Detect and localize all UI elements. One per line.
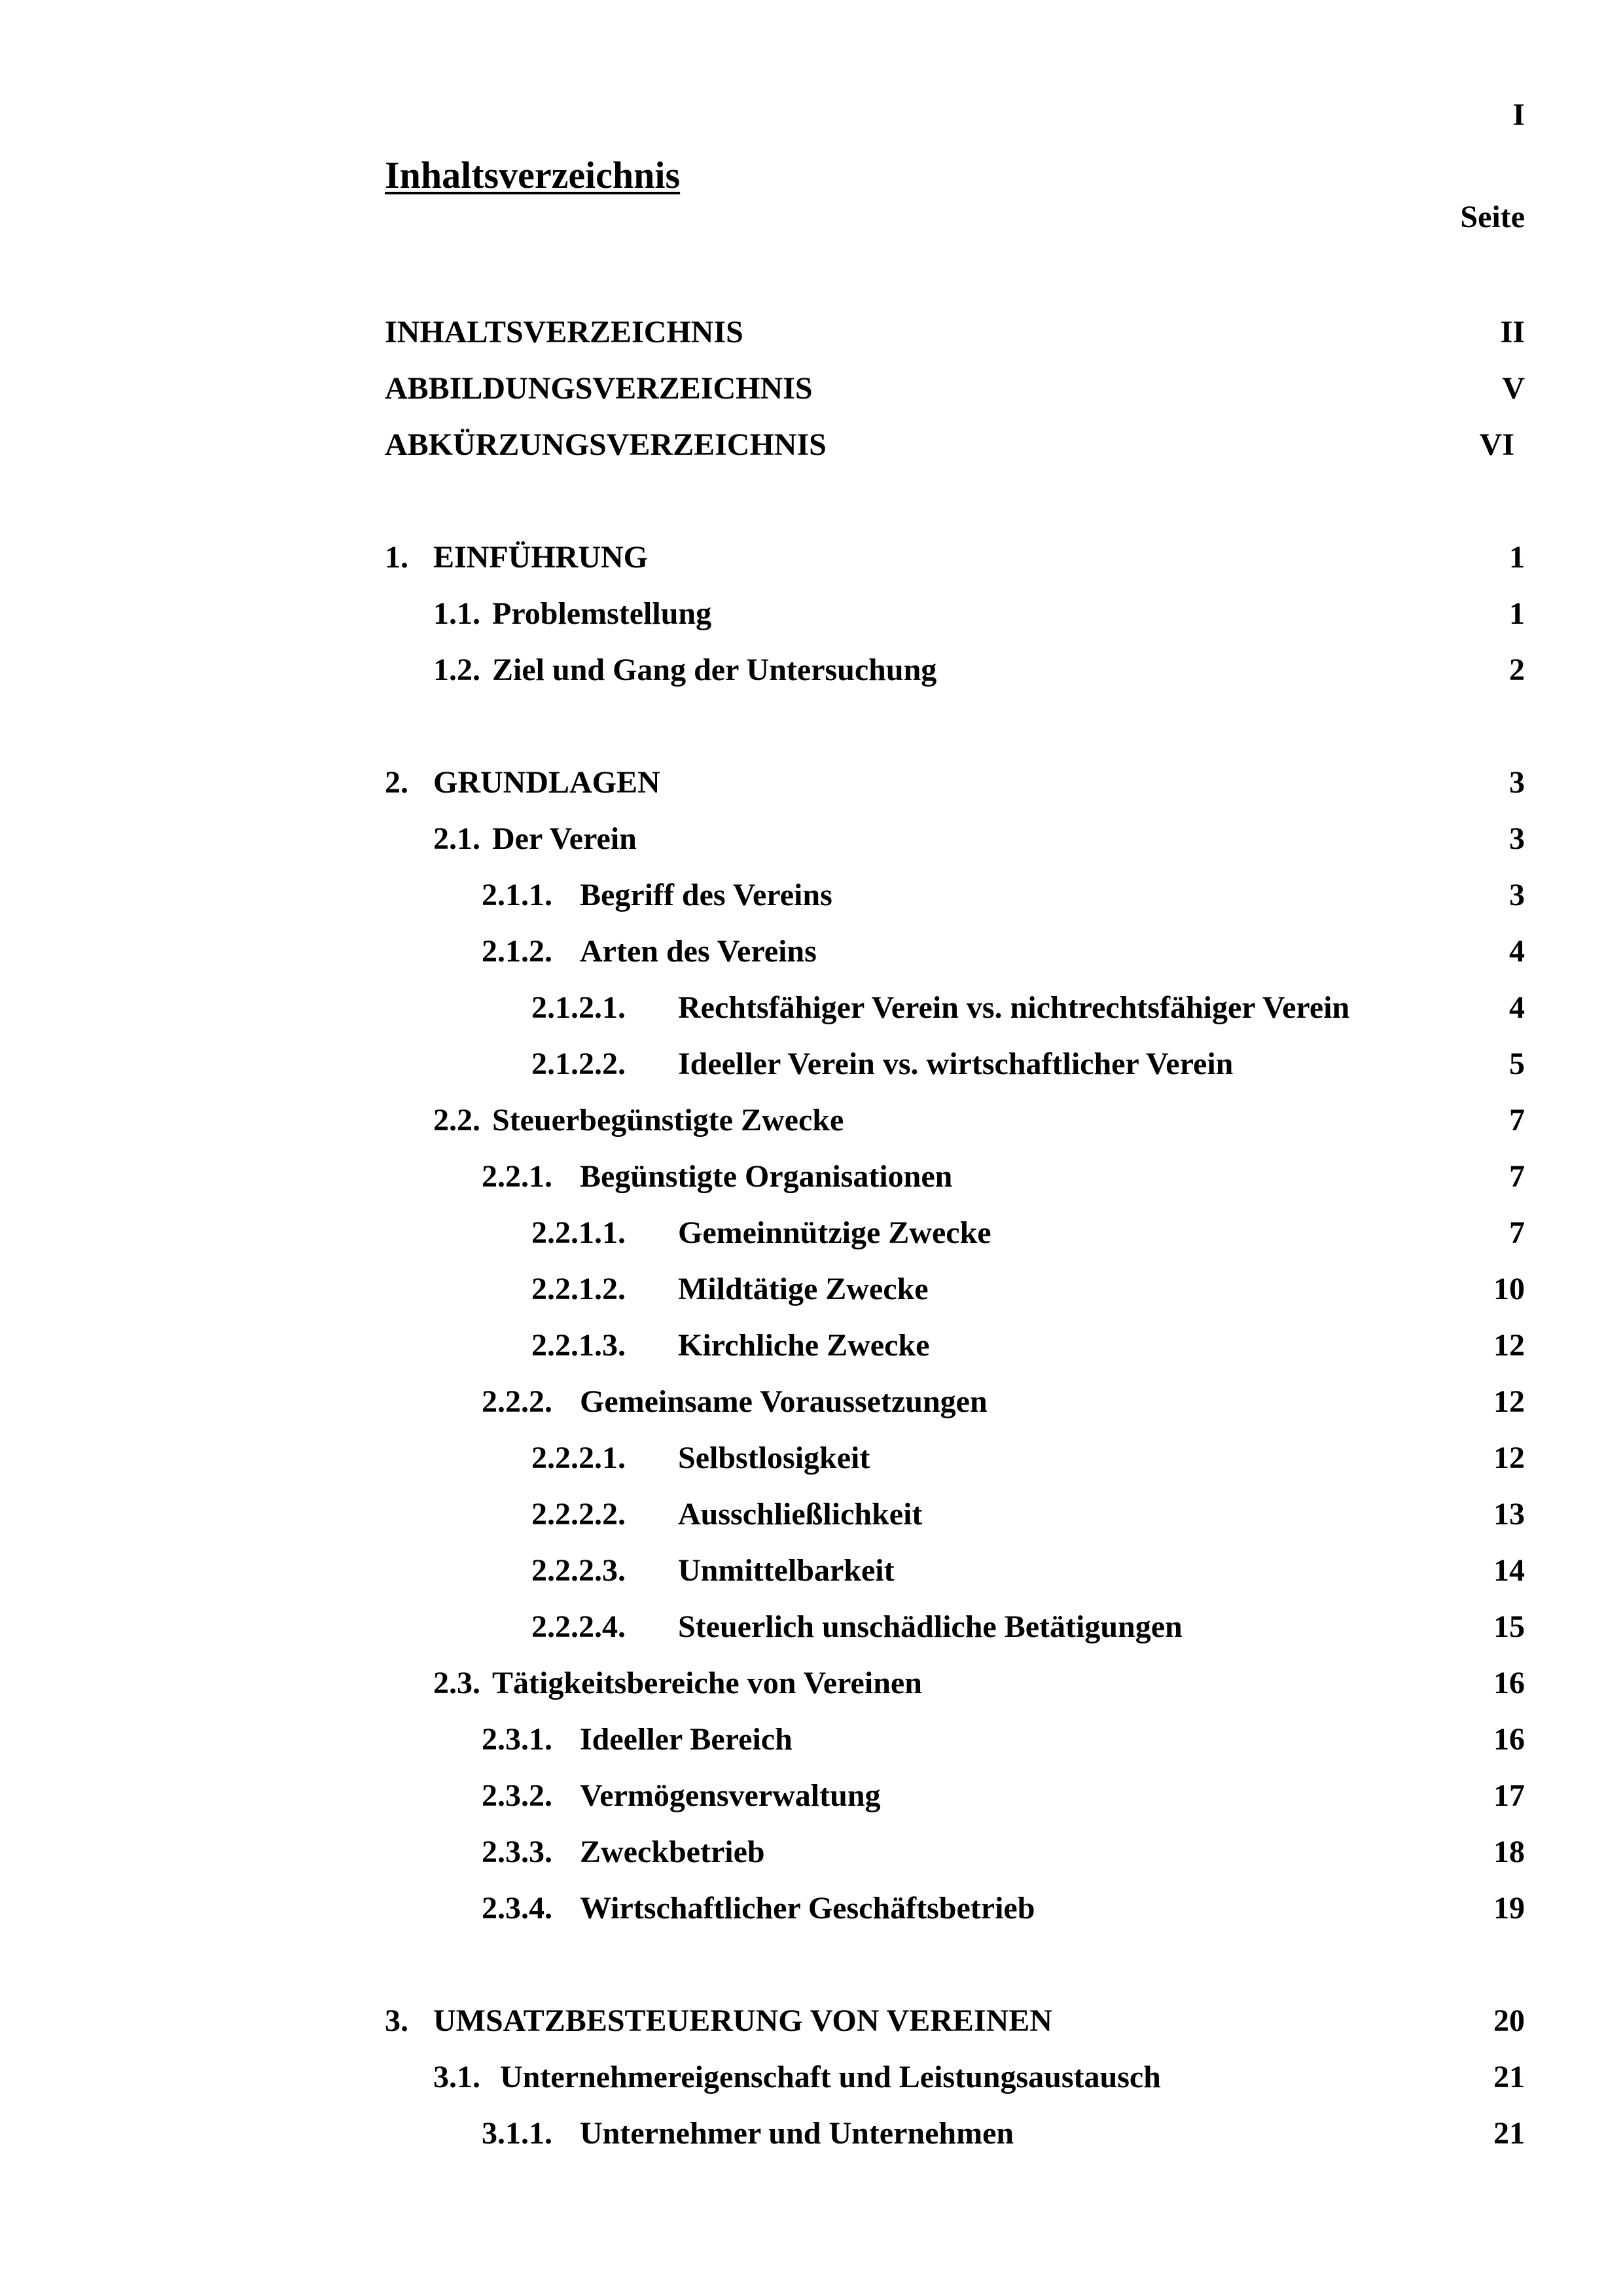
toc-entry-number: 2.3.4. <box>482 1891 552 1926</box>
toc-entry-number: 2.2.1.1. <box>531 1215 626 1250</box>
toc-entry[interactable] <box>0 537 1623 579</box>
toc-entry-page: 4 <box>1509 934 1525 969</box>
toc-entry-title: Unmittelbarkeit <box>678 1553 895 1588</box>
toc-entry[interactable] <box>0 1831 1623 1873</box>
toc-entry-title: Der Verein <box>492 821 637 856</box>
toc-entry[interactable] <box>0 1100 1623 1141</box>
toc-entry-page: 21 <box>1493 2116 1525 2151</box>
toc-entry-title: Kirchliche Zwecke <box>678 1328 930 1363</box>
toc-entry-title: Arten des Vereins <box>580 934 817 969</box>
toc-entry[interactable] <box>0 1156 1623 1198</box>
toc-entry-number: 2.2.1.3. <box>531 1328 626 1363</box>
toc-entry-number: 2.1.2.1. <box>531 990 626 1025</box>
toc-entry-number: 2.1. <box>433 821 480 856</box>
toc-entry-number: 2.1.1. <box>482 878 552 912</box>
toc-entry-title: Gemeinsame Voraussetzungen <box>580 1384 988 1419</box>
toc-entry-title: Gemeinnützige Zwecke <box>678 1215 991 1250</box>
toc-entry-page: 19 <box>1493 1891 1525 1926</box>
toc-entry-number: 3.1.1. <box>482 2116 552 2151</box>
toc-entry-page: 16 <box>1493 1722 1525 1757</box>
toc-entry-page: 21 <box>1493 2060 1525 2094</box>
toc-entry-title: Ausschließlichkeit <box>678 1497 923 1532</box>
toc-entry[interactable] <box>0 649 1623 691</box>
toc-entry-title: Vermögensverwaltung <box>580 1778 881 1813</box>
toc-entry[interactable] <box>0 1325 1623 1367</box>
toc-entry[interactable] <box>0 312 1623 353</box>
toc-entry-number: 2.2.2.2. <box>531 1497 626 1532</box>
toc-entry-page: 3 <box>1509 821 1525 856</box>
toc-entry-number: 1.2. <box>433 653 480 687</box>
toc-entry-number: 1.1. <box>433 596 480 631</box>
toc-entry-title: Steuerbegünstigte Zwecke <box>492 1103 844 1138</box>
toc-entry-title: Steuerlich unschädliche Betätigungen <box>678 1609 1183 1644</box>
toc-entry-page: 15 <box>1493 1609 1525 1644</box>
toc-entry-title: Wirtschaftlicher Geschäftsbetrieb <box>580 1891 1035 1926</box>
toc-entry-title: Ideeller Bereich <box>580 1722 793 1757</box>
toc-entry[interactable] <box>0 1775 1623 1817</box>
toc-entry[interactable] <box>0 2000 1623 2042</box>
toc-entry-page: 10 <box>1493 1272 1525 1306</box>
toc-entry-number: 2.2.1.2. <box>531 1272 626 1306</box>
toc-entry-number: 3. <box>385 2003 408 2038</box>
toc-entry-page: 1 <box>1509 596 1525 631</box>
toc-entry-number: 2.3.3. <box>482 1835 552 1869</box>
toc-entry[interactable] <box>0 1550 1623 1592</box>
toc-entry-page: 17 <box>1493 1778 1525 1813</box>
toc-entry-page: 7 <box>1509 1159 1525 1194</box>
toc-entry-page: 18 <box>1493 1835 1525 1869</box>
toc-entry[interactable] <box>0 1719 1623 1761</box>
page-title: Inhaltsverzeichnis <box>385 154 681 196</box>
toc-entry-page: 4 <box>1509 990 1525 1025</box>
toc-entry-page: 5 <box>1509 1047 1525 1081</box>
toc-entry-title: Selbstlosigkeit <box>678 1441 870 1475</box>
toc-entry[interactable] <box>0 593 1623 635</box>
toc-entry[interactable] <box>0 874 1623 916</box>
toc-entry-title: Mildtätige Zwecke <box>678 1272 929 1306</box>
toc-entry-number: 2.2.1. <box>482 1159 552 1194</box>
toc-entry-title: Zweckbetrieb <box>580 1835 765 1869</box>
toc-entry-title: Unternehmer und Unternehmen <box>580 2116 1014 2151</box>
toc-entry[interactable] <box>0 424 1623 466</box>
toc-entry[interactable] <box>0 818 1623 860</box>
toc-entry[interactable] <box>0 1268 1623 1310</box>
toc-entry-number: 2.1.2.2. <box>531 1047 626 1081</box>
toc-entry-number: 2.3. <box>433 1666 480 1700</box>
toc-entry[interactable] <box>0 368 1623 410</box>
toc-entry-page: 14 <box>1493 1553 1525 1588</box>
toc-entry-page: 3 <box>1509 878 1525 912</box>
toc-entry-number: 1. <box>385 540 408 575</box>
toc-entry-page: II <box>1500 315 1525 350</box>
toc-entry[interactable] <box>0 1494 1623 1535</box>
toc-entry-title: Ideeller Verein vs. wirtschaftlicher Verein <box>678 1047 1234 1081</box>
toc-entry[interactable] <box>0 1606 1623 1648</box>
toc-entry-number: 2.2.2.4. <box>531 1609 626 1644</box>
toc-entry-page: 13 <box>1493 1497 1525 1532</box>
toc-entry[interactable] <box>0 762 1623 804</box>
toc-entry-page: 20 <box>1493 2003 1525 2038</box>
toc-entry-page: 3 <box>1509 765 1525 800</box>
toc-entry-title: ABKÜRZUNGSVERZEICHNIS <box>385 427 827 462</box>
toc-entry[interactable] <box>0 1381 1623 1423</box>
toc-entry-title: Problemstellung <box>492 596 712 631</box>
toc-entry-page: 12 <box>1493 1384 1525 1419</box>
toc-entry-title: GRUNDLAGEN <box>433 765 660 800</box>
toc-entry-title: INHALTSVERZEICHNIS <box>385 315 743 350</box>
toc-entry-title: Rechtsfähiger Verein vs. nichtrechtsfähiger Verein <box>678 990 1350 1025</box>
toc-entry-title: Ziel und Gang der Untersuchung <box>492 653 937 687</box>
toc-entry[interactable] <box>0 1888 1623 1929</box>
toc-entry[interactable] <box>0 2056 1623 2098</box>
page-column-label: Seite <box>1460 200 1525 234</box>
toc-entry[interactable] <box>0 2113 1623 2155</box>
toc-entry-page: 7 <box>1509 1215 1525 1250</box>
toc-entry-title: UMSATZBESTEUERUNG VON VEREINEN <box>433 2003 1052 2038</box>
toc-entry-title: Begriff des Vereins <box>580 878 832 912</box>
toc-entry[interactable] <box>0 1662 1623 1704</box>
toc-entry-page: 12 <box>1493 1328 1525 1363</box>
toc-entry-number: 2.2.2.3. <box>531 1553 626 1588</box>
toc-entry-page: VI <box>1479 427 1514 462</box>
toc-entry-number: 2.1.2. <box>482 934 552 969</box>
toc-entry-page: V <box>1502 371 1525 406</box>
toc-entry[interactable] <box>0 987 1623 1029</box>
toc-entry-number: 2.3.2. <box>482 1778 552 1813</box>
toc-entry-page: 2 <box>1509 653 1525 687</box>
toc-entry-page: 1 <box>1509 540 1525 575</box>
toc-entry[interactable] <box>0 931 1623 973</box>
toc-entry-title: ABBILDUNGSVERZEICHNIS <box>385 371 813 406</box>
toc-entry[interactable] <box>0 1437 1623 1479</box>
toc-entry-title: Tätigkeitsbereiche von Vereinen <box>492 1666 922 1700</box>
toc-entry-number: 2.2.2.1. <box>531 1441 626 1475</box>
toc-entry[interactable] <box>0 1212 1623 1254</box>
toc-entry-title: EINFÜHRUNG <box>433 540 649 575</box>
toc-entry[interactable] <box>0 1043 1623 1085</box>
toc-entry-number: 2.2.2. <box>482 1384 552 1419</box>
toc-entry-title: Begünstigte Organisationen <box>580 1159 953 1194</box>
toc-entry-title: Unternehmereigenschaft und Leistungsaustausch <box>500 2060 1161 2094</box>
toc-entry-number: 2.3.1. <box>482 1722 552 1757</box>
toc-entry-page: 7 <box>1509 1103 1525 1138</box>
toc-entry-page: 16 <box>1493 1666 1525 1700</box>
toc-entry-page: 12 <box>1493 1441 1525 1475</box>
toc-entry-number: 2. <box>385 765 408 800</box>
toc-entry-number: 3.1. <box>433 2060 480 2094</box>
page-number: I <box>1512 98 1525 132</box>
toc-entry-number: 2.2. <box>433 1103 480 1138</box>
